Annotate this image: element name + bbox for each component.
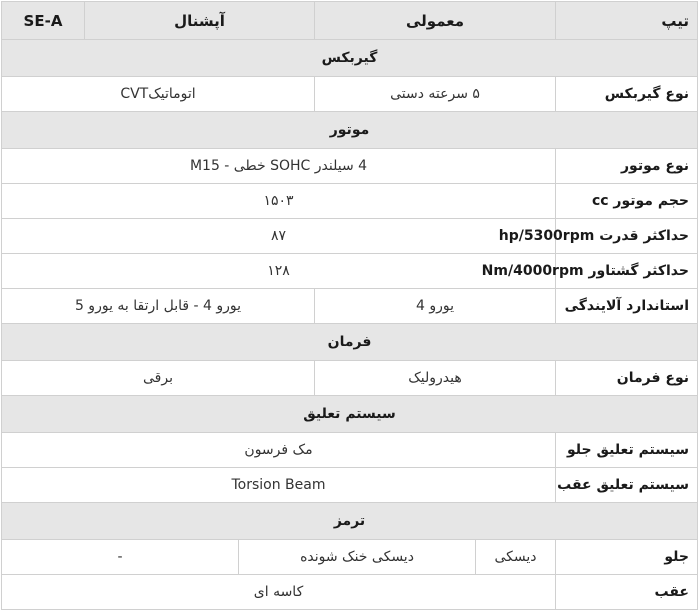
header-standard: معمولی	[315, 2, 556, 40]
front-brake-none: -	[2, 540, 239, 575]
max-torque-label: حداکثر گشتاور Nm/4000rpm	[556, 254, 698, 289]
engine-type-label: نوع موتور	[556, 149, 698, 184]
displacement-label: حجم موتور cc	[556, 184, 698, 219]
max-power-value: ۸۷	[2, 219, 556, 254]
rear-brake-label: عقب	[556, 575, 698, 610]
row-emission	[2, 289, 698, 324]
section-engine-title: موتور	[2, 112, 698, 149]
rear-brake-value: کاسه ای	[2, 575, 556, 610]
section-suspension	[2, 396, 698, 433]
row-engine-type	[2, 149, 698, 184]
steering-type-label: نوع فرمان	[556, 361, 698, 396]
gearbox-type-manual: ۵ سرعته دستی	[315, 77, 556, 112]
displacement-value: ۱۵۰۳	[2, 184, 556, 219]
front-brake-vented: دیسکی خنک شونده	[239, 540, 476, 575]
engine-type-value: 4 سیلندر SOHC خطی - M15	[2, 149, 556, 184]
row-steering-type	[2, 361, 698, 396]
emission-standard: یورو 4	[315, 289, 556, 324]
steering-electric: برقی	[2, 361, 315, 396]
section-suspension-title: سیستم تعلیق	[2, 396, 698, 433]
header-sea: SE-A	[2, 2, 85, 40]
header-row	[2, 2, 698, 40]
front-brake-disc: دیسکی	[476, 540, 556, 575]
rear-suspension-value: Torsion Beam	[2, 468, 556, 503]
section-engine	[2, 112, 698, 149]
row-max-torque	[2, 254, 698, 289]
front-suspension-value: مک فرسون	[2, 433, 556, 468]
front-suspension-label: سیستم تعلیق جلو	[556, 433, 698, 468]
gearbox-type-auto: اتوماتیکCVT	[2, 77, 315, 112]
section-steering	[2, 324, 698, 361]
row-front-suspension	[2, 433, 698, 468]
row-front-brake	[2, 540, 698, 575]
section-steering-title: فرمان	[2, 324, 698, 361]
header-type: تیپ	[556, 2, 698, 40]
row-displacement	[2, 184, 698, 219]
section-gearbox	[2, 40, 698, 77]
max-power-label: حداکثر قدرت hp/5300rpm	[556, 219, 698, 254]
spec-table	[1, 1, 698, 610]
rear-suspension-label: سیستم تعلیق عقب	[556, 468, 698, 503]
gearbox-type-label: نوع گیربکس	[556, 77, 698, 112]
section-brakes-title: ترمز	[2, 503, 698, 540]
max-torque-value: ۱۲۸	[2, 254, 556, 289]
emission-upgrade: یورو 4 - قابل ارتقا به یورو 5	[2, 289, 315, 324]
row-max-power	[2, 219, 698, 254]
section-brakes	[2, 503, 698, 540]
header-optional: آپشنال	[85, 2, 315, 40]
emission-label: استاندارد آلایندگی	[556, 289, 698, 324]
front-brake-label: جلو	[556, 540, 698, 575]
steering-hydraulic: هیدرولیک	[315, 361, 556, 396]
section-gearbox-title: گیربکس	[2, 40, 698, 77]
row-rear-brake	[2, 575, 698, 610]
row-rear-suspension	[2, 468, 698, 503]
row-gearbox-type	[2, 77, 698, 112]
